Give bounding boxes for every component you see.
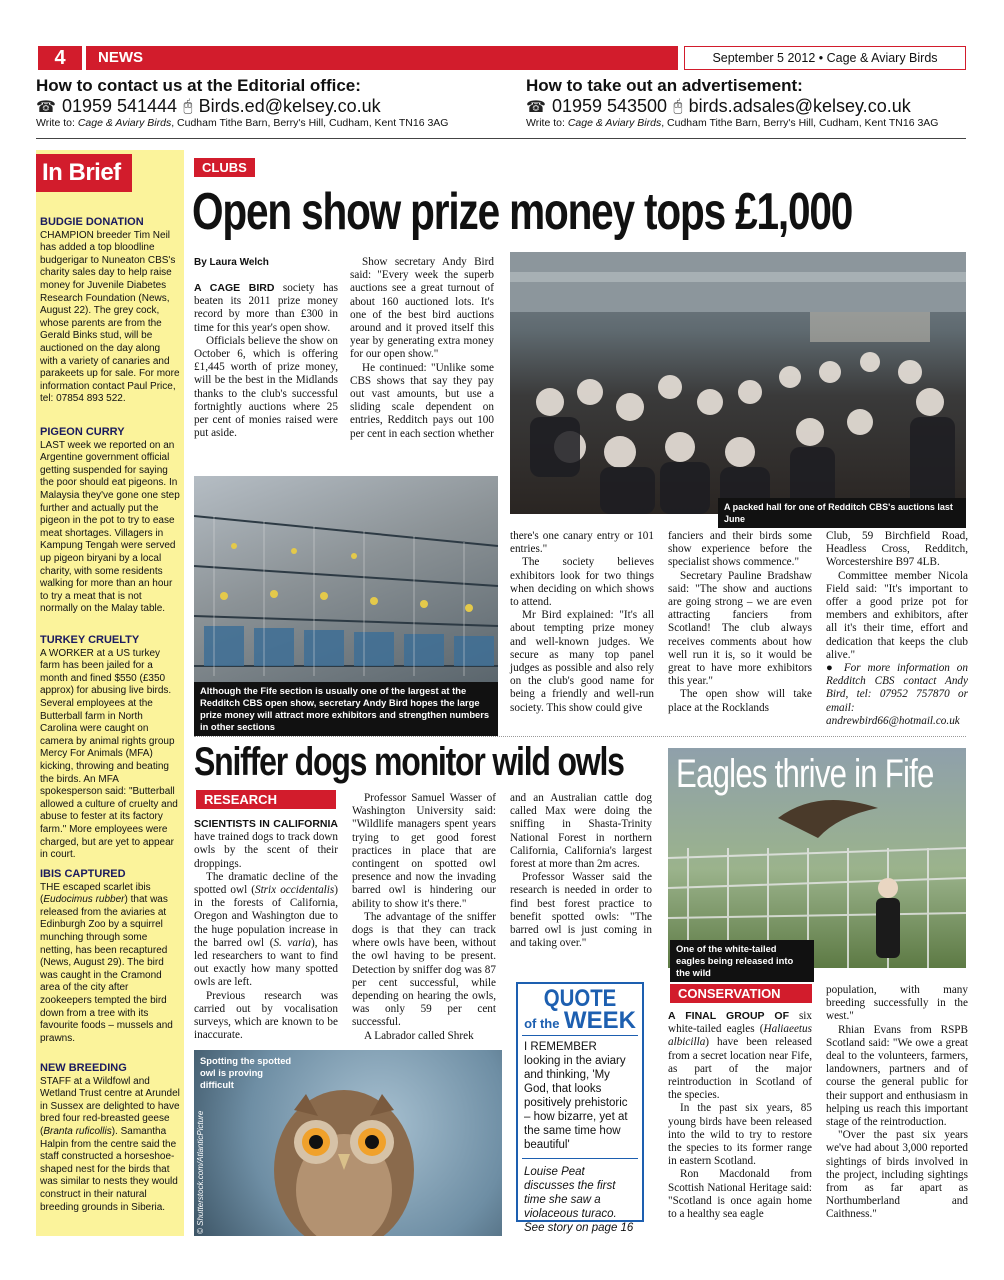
brief-heading: BUDGIE DONATION [40,216,144,228]
owls-column-3: and an Australian cattle dog called Max were doing the sniffing in Shasta-Trinity National Forest in northern California, California's largest forest at more than 2m acres. Professor Wasser said the research is needed in order to find best forest practice to benefit spotted owls: "The barred owl is just coming in and taking over." [510,792,652,950]
quote-title-of: of the [524,1015,560,1031]
lead-in: SCIENTISTS IN CALIFORNIA [194,818,338,830]
conservation-label: CONSERVATION [670,984,812,1003]
editorial-contact [36,76,506,129]
clubs-column-2: Show secretary Andy Bird said: "Every week the superb auctions see a great turnout of about 160 auctioned lots. It's one of the best bird auctions around and it proved itself this year by generating extra money for our open show." He continued: "Unlike some CBS shows that say they pay out vast amounts, but use a sliding scale dependent on entries, Redditch pays out 100 per cent in each section whether [350,256,494,440]
byline: By Laura Welch [194,257,269,268]
page-number: 4 [38,46,82,70]
editorial-email[interactable]: Birds.ed@kelsey.co.uk [198,96,381,116]
clubs-column-4: fanciers and their birds some show experience before the specialist shows commence." Secretary Pauline Bradshaw said: "The show and auctions are going strong – we are even attracting fanciers from Scotland! The club always receives comments about how well run it is, so it would be great to have more exhibitors this year." The open show will take place at the Rocklands [668,530,812,714]
brief-text: CHAMPION breeder Tim Neil has added a top bloodline budgerigar to Nuneaton CBS's charity sales day to help raise money for Juvenile Diabetes Research Foundation (News, August 22). The grey cock, whose parents are from the Gerald Binks stud, will be auctioned on the day along with a variety of canaries and parakeets up for sale. For more information contact Paul Price, tel: 07854 893 522. [40,229,180,405]
owl-photo-caption: Spotting the spotted owl is proving difficult [200,1055,292,1090]
brief-text: THE escaped scarlet ibis (Eudocimus rubber) that was released from the aviaries at Edinburgh Zoo by a squirrel munching through some netting, has been recaptured (News, August 29). The bird was caught in the Cramond area of the city after zookeepers tempted the bird down from a tree with its favourite foods – mussels and prawns. [40,881,173,1044]
quote-text: I REMEMBER looking in the aviary and thinking, 'My God, that looks positively prehistoric – how bizarre, yet at the same time how beautiful' [524,1041,628,1152]
section-tab: NEWS [86,46,678,70]
in-brief-column [36,150,184,1236]
advert-address: Write to: Cage & Aviary Birds, Cudham Tithe Barn, Berry's Hill, Cudham, Kent TN16 3AG [526,117,939,129]
owls-headline: Sniffer dogs monitor wild owls [194,740,624,784]
quote-title-bottom: WEEK [563,1006,636,1034]
brief-text: A WORKER at a US turkey farm has been jailed for a month and fined $550 (£350 approx) for abusing live birds. Several employees at the Butterball farm in North Carolina were caught on camera by animal rights group Mercy For Animals (MFA) kicking, throwing and beating the birds. An MFA spokesperson said: "Butterball allowed a culture of cruelty and abuse to fester at its factory farm." More employees were charged, but are yet to appear in court. [40,647,178,861]
editorial-address: Write to: Cage & Aviary Birds, Cudham Tithe Barn, Berry's Hill, Cudham, Kent TN16 3AG [36,117,449,129]
brief-item [40,868,180,1045]
phone-icon: ☎ [526,98,546,116]
eagles-column-1: A FINAL GROUP OF six white-tailed eagles (Haliaeetus albicilla) have been released from a secret location near Fife, as part of the major reintroduction in Scotland of the species. In the past six years, 85 young birds have been released into the wild to try to restore the species to its former range in eastern Scotland. Ron Macdonald from Scottish National Heritage said: "Scotland is once again home to a healthy sea eagle [668,1010,812,1221]
header-rule [36,138,966,139]
editorial-heading: How to contact us at the Editorial office: [36,76,361,95]
crowd-illustration [510,252,966,514]
clubs-column-3: there's one canary entry or 101 entries." The society believes exhibitors look for two things when deciding on which shows to attend. Mr Bird explained: "It's all about tempting prize money and well-known judges. We secure as many top panel judges as possible and also rely on the club's good name for being a friendly and well-run society. This show could give [510,530,654,714]
advert-heading: How to take out an advertisement: [526,76,803,95]
eagles-column-2: population, with many breeding successfully in the west." Rhian Evans from RSPB Scotland said: "We owe a great deal to the volunteers, farmers, landowners, partners and of course the general public for their support and enthusiasm in helping us reach this important stage of the reintroduction. "Over the past six years we've had about 3,000 reported sightings of birds involved in the project, including sightings from as far apart as Northumberland and Caithness." [826,984,968,1221]
quote-of-the-week [516,982,644,1235]
brief-heading: IBIS CAPTURED [40,868,126,880]
brief-item [40,216,180,406]
brief-item [40,1062,180,1214]
lead-in: A FINAL GROUP OF [668,1010,789,1022]
brief-heading: PIGEON CURRY [40,426,125,438]
lead-in: A CAGE BIRD [194,282,275,294]
phone-icon: ☎ [36,98,56,116]
brief-heading: TURKEY CRUELTY [40,634,140,646]
editorial-phone: 01959 541444 [61,96,178,116]
in-brief-title: In Brief [36,154,132,192]
clubs-column-5: Club, 59 Birchfield Road, Headless Cross, Redditch, Worcestershire B97 4LB. Committee member Nicola Field said: "It's important to offer a good prize pot for members and exhibitors, after all it's their time, effort and dedication that keeps the club alive." ● For more information on Redditch CBS contact Andy Bird, tel: 07952 757870 or email: andrewbird66@hotmail.co.uk [826,530,968,727]
eagles-headline: Eagles thrive in Fife [676,752,934,796]
dateline: September 5 2012 • Cage & Aviary Birds [684,46,966,70]
advert-email[interactable]: birds.adsales@kelsey.co.uk [688,96,911,116]
clubs-headline: Open show prize money tops £1,000 [192,183,853,241]
brief-text: LAST week we reported on an Argentine government official getting suspended for saying the poor should eat pigeons. In Malaysia they've gone one step further and actually put the pigeon in the pot to try to ease meat shortages. Villagers in Kampung Tengah were served up pigeon biryani by a local charity, with some residents walking for more than an hour to try a meat that is not normally on the Malay table. [40,439,180,615]
brief-item [40,634,180,862]
divider [194,736,966,737]
brief-item [40,426,180,616]
mouse-icon: 🖰 [183,97,193,115]
fife-photo-caption: Although the Fife section is usually one of the largest at the Redditch CBS open show, secretary Andy Bird hopes the large prize money will attract more exhibitors and strengthen numbers in other sections [194,682,498,736]
brief-text: STAFF at a Wildfowl and Wetland Trust centre at Arundel in Sussex are delighted to have bred four red-breasted geese (Branta ruficollis). Samantha Halpin from the centre said the staff constructed a horseshoe-shaped nest for the birds that was similar to nests they would construct in their natural breeding grounds in Siberia. [40,1075,180,1213]
owls-column-2: Professor Samuel Wasser of Washington University said: "Wildlife managers spent years trying to get good forest practices in place that are contingent on spotted owl presence and now the invading barred owl is hindering our ability to show it's there." The advantage of the sniffer dogs is that they can track where owls have been, without the owl having to be present. Detection by sniffer dog was 87 per cent successful, while depending on hearing the owls, was only 59 per cent successful. A Labrador called Shrek [352,792,496,1042]
clubs-column-1: A CAGE BIRD society has beaten its 2011 prize money record by more than £300 in time for this year's open show. Officials believe the show on October 6, which is offering £1,445 worth of prize money, will be the best in the Midlands thanks to the club's successful fortnightly auctions where 25 per cent of monies raised were put aside. [194,282,339,440]
quote-attribution: Louise Peat discusses the first time she saw a violaceous turaco. See story on page 16 [524,1166,634,1235]
auction-photo-caption: A packed hall for one of Redditch CBS's auctions last June [718,498,966,528]
brief-heading: NEW BREEDING [40,1062,127,1074]
bullet-icon: ● [826,662,844,675]
eagle-photo-caption: One of the white-tailed eagles being released into the wild [670,940,814,982]
auction-hall-photo [510,252,966,514]
clubs-label: CLUBS [194,158,255,177]
owls-column-1: SCIENTISTS IN CALIFORNIA have trained dogs to track down owls by the scent of their droppings. The dramatic decline of the spotted owl (Strix occidentalis) in the forests of California, Oregon and Washington due to the huge population increase in the barred owl (S. varia), has led researchers to want to find out exactly how many spotted owls are left. Previous research was carried out by vocalisation surveys, which are known to be inaccurate. [194,818,339,1042]
quote-title-top: QUOTE [543,985,617,1012]
advert-phone: 01959 543500 [551,96,668,116]
advert-contact [526,76,976,129]
mouse-icon: 🖰 [673,97,683,115]
photo-credit: © Shutterstock.com/AtlanticPicture [196,1110,205,1234]
research-label: RESEARCH [196,790,336,809]
